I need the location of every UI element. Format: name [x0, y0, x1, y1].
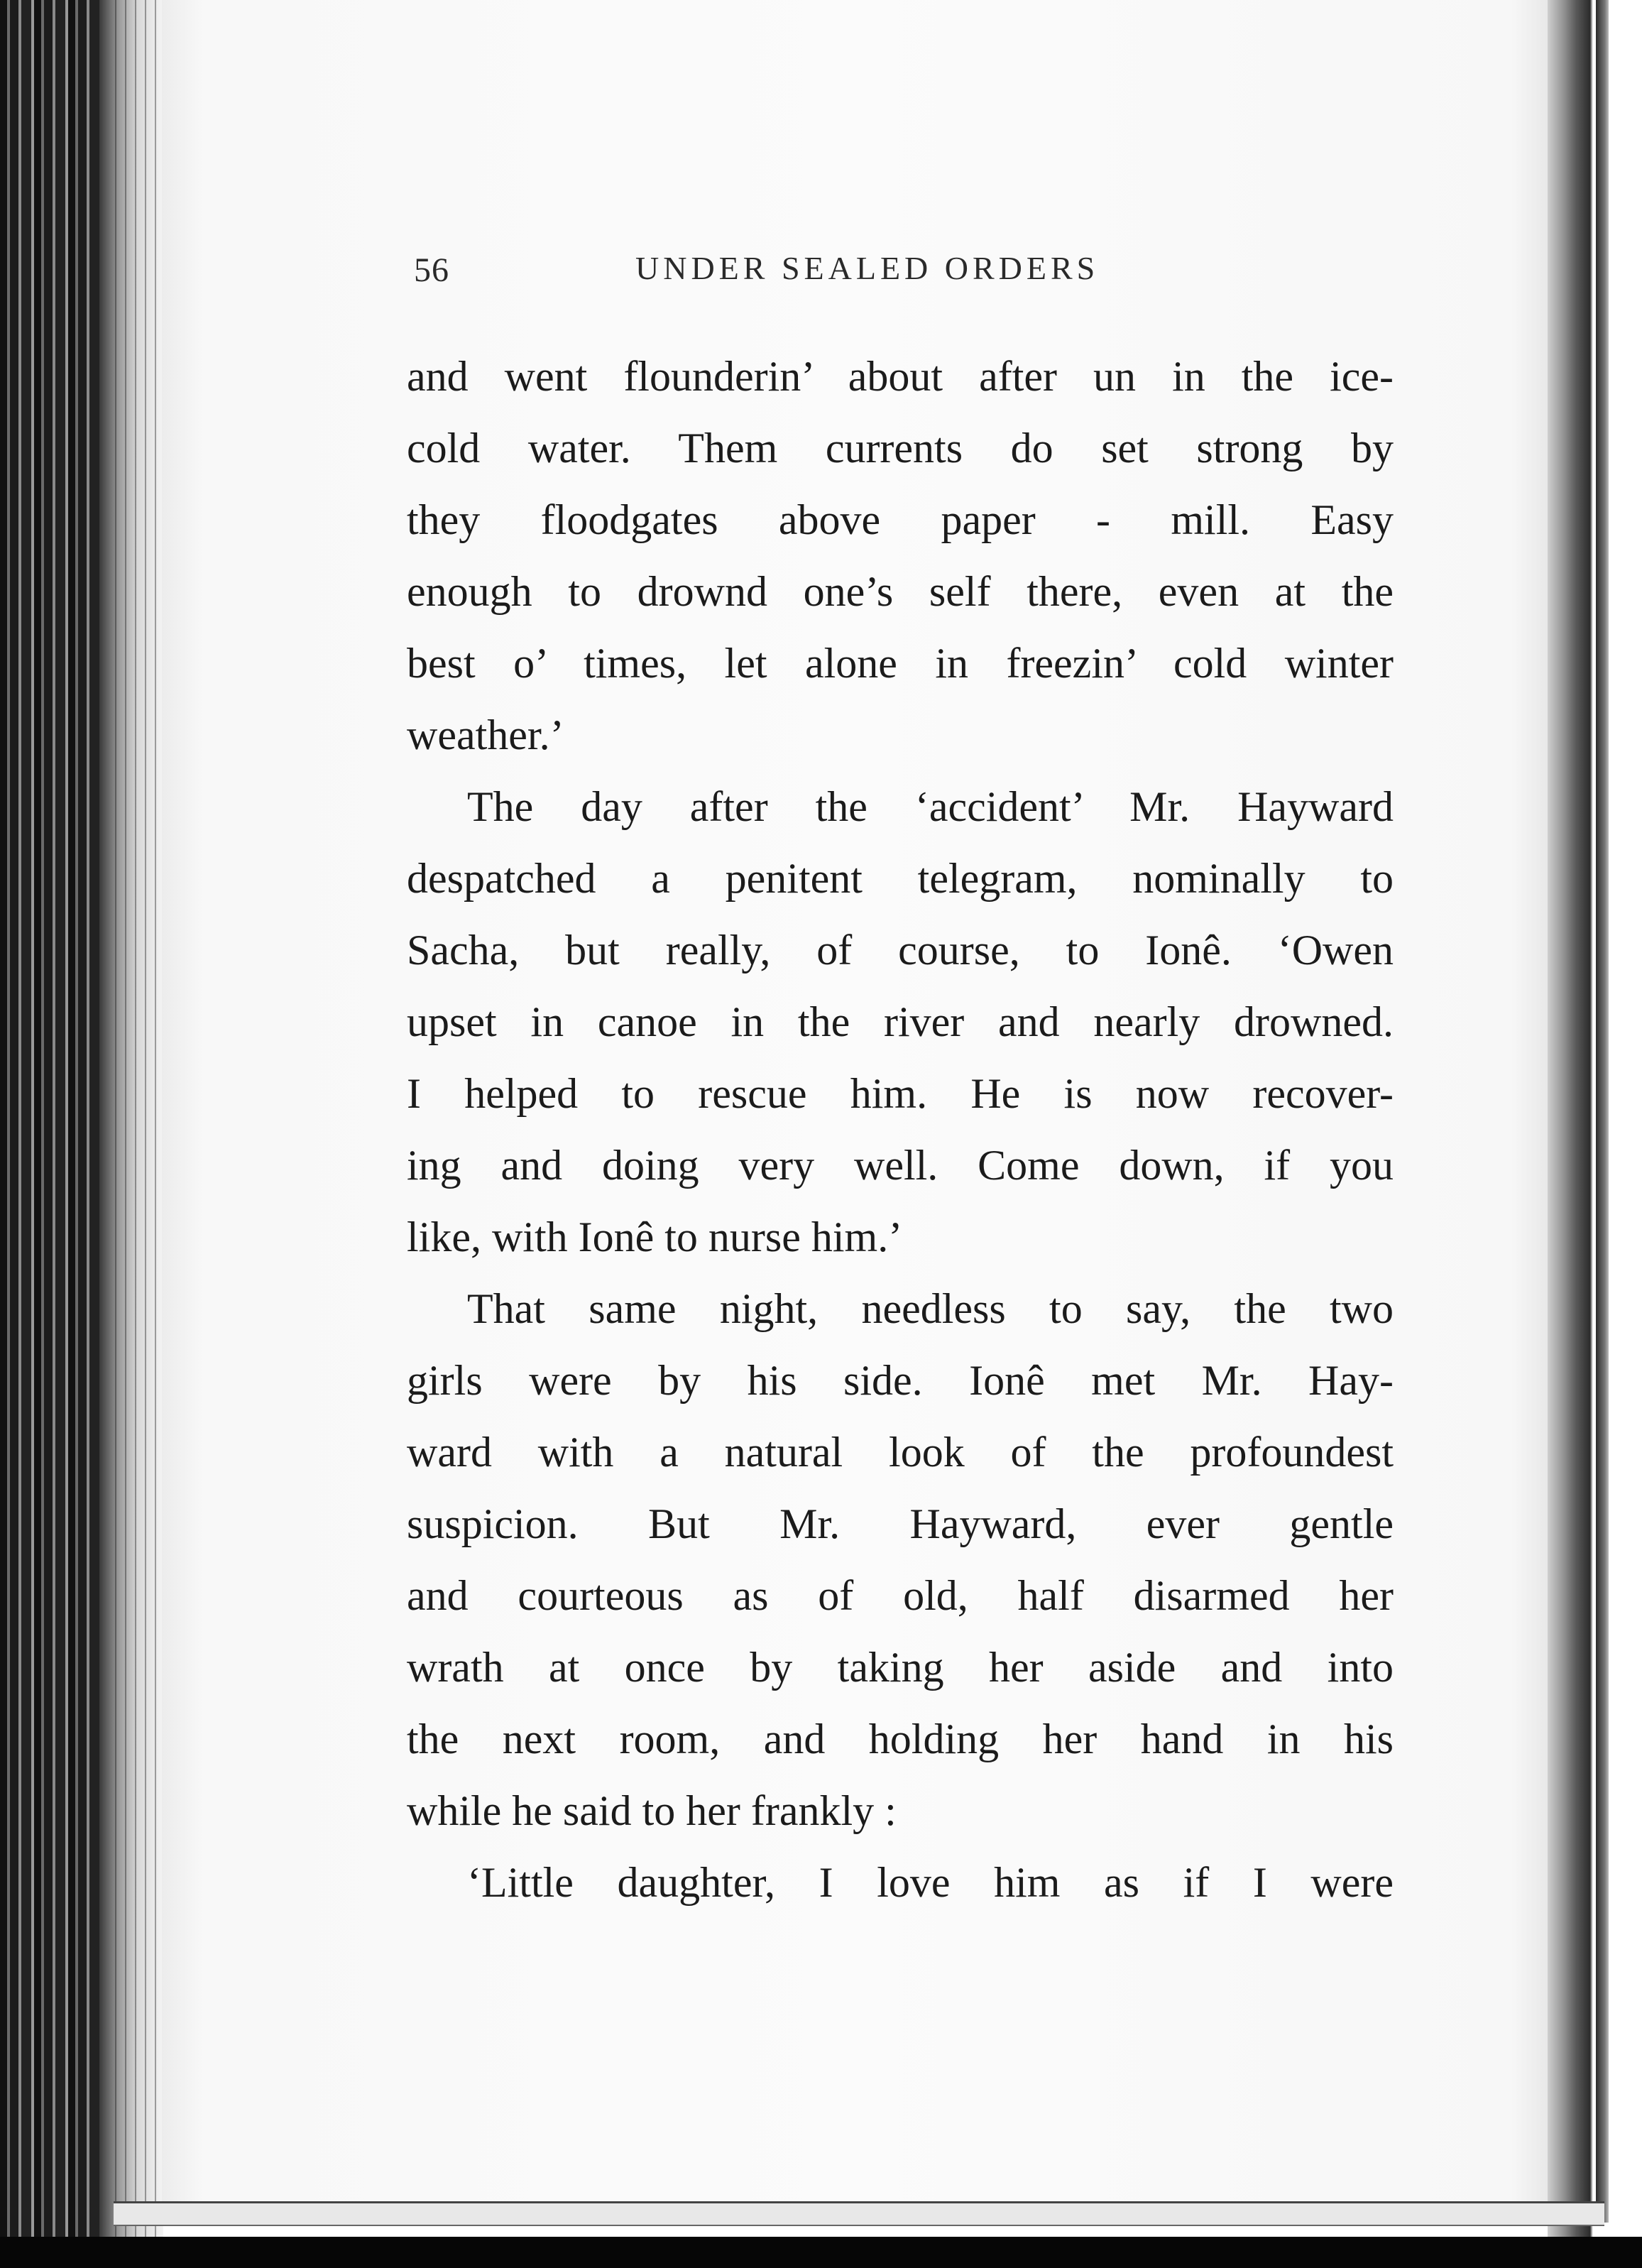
text-line: best o’ times, let alone in freezin’ cold winter: [407, 640, 1394, 687]
paragraph-first-line: ‘Little daughter, I love him as if I were: [467, 1859, 1394, 1906]
left-page-edges: [0, 0, 163, 2268]
text-line: while he said to her frankly :: [407, 1787, 897, 1834]
text-line: they floodgates above paper - mill. Easy: [407, 496, 1394, 543]
right-binding-line: [1596, 0, 1609, 2223]
left-edge-lines: [106, 0, 163, 2268]
right-book-edge: [1548, 0, 1642, 2268]
text-line: weather.’: [407, 712, 564, 758]
text-line: and went flounderin’ about after un in the ice-: [407, 353, 1394, 400]
text-line: the next room, and holding her hand in his: [407, 1716, 1394, 1762]
text-line: enough to drownd one’s self there, even at the: [407, 568, 1394, 615]
text-line: Sacha, but really, of course, to Ionê. ‘Owen: [407, 927, 1394, 974]
text-line: like, with Ionê to nurse him.’: [407, 1214, 903, 1260]
page-number: 56: [414, 251, 449, 289]
bottom-scan-border: [0, 2237, 1642, 2268]
body-text: [407, 341, 1394, 1919]
text-line: cold water. Them currents do set strong by: [407, 425, 1394, 471]
text-line: ing and doing very well. Come down, if you: [407, 1142, 1394, 1189]
text-line: suspicion. But Mr. Hayward, ever gentle: [407, 1500, 1394, 1547]
text-line: I helped to rescue him. He is now recover-: [407, 1070, 1394, 1117]
text-line: and courteous as of old, half disarmed her: [407, 1572, 1394, 1619]
bottom-page-edge: [114, 2201, 1604, 2226]
text-line: upset in canoe in the river and nearly drowned.: [407, 998, 1394, 1045]
paragraph-first-line: That same night, needless to say, the two: [467, 1285, 1394, 1332]
text-line: despatched a penitent telegram, nominally to: [407, 855, 1394, 902]
paragraph-first-line: The day after the ‘accident’ Mr. Hayward: [467, 783, 1394, 830]
text-line: ward with a natural look of the profoundest: [407, 1429, 1394, 1476]
text-line: wrath at once by taking her aside and into: [407, 1644, 1394, 1691]
running-title: UNDER SEALED ORDERS: [635, 250, 1100, 286]
text-line: girls were by his side. Ionê met Mr. Hay-: [407, 1357, 1394, 1404]
running-head: [414, 245, 1280, 295]
